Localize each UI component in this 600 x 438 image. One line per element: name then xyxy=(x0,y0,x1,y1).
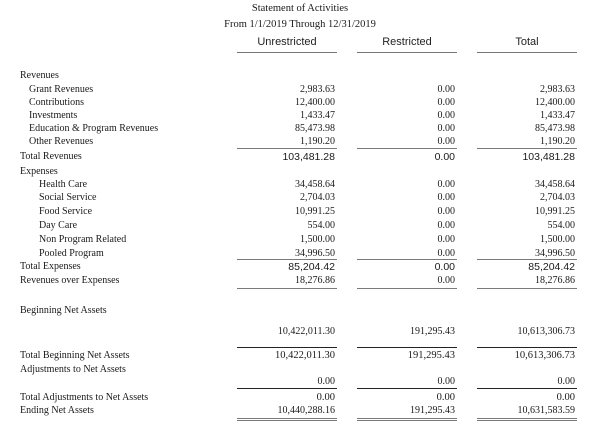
row-label: Total Revenues xyxy=(20,151,82,162)
total-expenses-row xyxy=(0,261,600,273)
value-total: 10,613,306.73 xyxy=(517,326,575,337)
subtotal-rule xyxy=(477,347,577,348)
ending-net-assets-row xyxy=(0,405,600,417)
value-unrestricted: 0.00 xyxy=(316,392,335,403)
section-heading: Revenues xyxy=(20,70,59,81)
subtotal-rule xyxy=(237,388,337,389)
table-row xyxy=(0,192,600,204)
total-rule xyxy=(357,288,457,289)
table-row xyxy=(0,220,600,232)
value-total: 10,631,583.59 xyxy=(517,405,575,416)
value-restricted: 0.00 xyxy=(437,179,455,190)
beginning-net-assets-heading-row xyxy=(0,305,600,317)
subtotal-rule xyxy=(477,148,577,149)
column-header-restricted: Restricted xyxy=(357,36,457,53)
row-label: Health Care xyxy=(39,179,88,190)
value-restricted: 0.00 xyxy=(437,97,455,108)
row-label: Day Care xyxy=(39,220,78,231)
column-header-total: Total xyxy=(477,36,577,53)
value-total: 1,190.20 xyxy=(540,136,575,147)
subtotal-rule xyxy=(477,259,577,260)
value-total: 34,458.64 xyxy=(535,179,575,190)
column-header-unrestricted: Unrestricted xyxy=(237,36,337,53)
row-label: Investments xyxy=(29,110,78,121)
total-rule xyxy=(477,288,577,289)
value-restricted: 0.00 xyxy=(437,123,455,134)
row-label: Total Adjustments to Net Assets xyxy=(20,392,149,403)
value-restricted: 0.00 xyxy=(437,234,455,245)
table-row xyxy=(0,206,600,218)
total-revenues-row xyxy=(0,151,600,163)
subtotal-rule xyxy=(357,259,457,260)
row-label: Contributions xyxy=(29,97,85,108)
value-restricted: 0.00 xyxy=(437,192,455,203)
value-total: 1,433.47 xyxy=(540,110,575,121)
value-total: 554.00 xyxy=(547,220,575,231)
revenues-heading-row xyxy=(0,70,600,82)
table-row xyxy=(0,110,600,122)
value-total: 2,704.03 xyxy=(540,192,575,203)
section-heading: Beginning Net Assets xyxy=(20,305,107,316)
value-total: 85,473.98 xyxy=(535,123,575,134)
row-label: Social Service xyxy=(39,192,97,203)
value-restricted: 0.00 xyxy=(437,206,455,217)
value-unrestricted: 2,983.63 xyxy=(300,84,335,95)
row-label: Total Expenses xyxy=(20,261,81,272)
table-row xyxy=(0,136,600,148)
table-row xyxy=(0,84,600,96)
value-restricted: 0.00 xyxy=(437,248,455,259)
total-beginning-net-assets-row xyxy=(0,350,600,362)
value-unrestricted: 1,433.47 xyxy=(300,110,335,121)
section-heading: Adjustments to Net Assets xyxy=(20,364,126,375)
subtotal-rule xyxy=(357,148,457,149)
revenues-over-expenses-row xyxy=(0,275,600,287)
double-total-rule xyxy=(357,418,457,421)
value-restricted: 0.00 xyxy=(437,110,455,121)
row-label: Non Program Related xyxy=(39,234,127,245)
row-label: Pooled Program xyxy=(39,248,104,259)
value-total: 10,991.25 xyxy=(535,206,575,217)
double-total-rule xyxy=(477,418,577,421)
value-unrestricted: 85,473.98 xyxy=(295,123,335,134)
value-unrestricted: 2,704.03 xyxy=(300,192,335,203)
row-label: Revenues over Expenses xyxy=(20,275,120,286)
value-unrestricted: 10,422,011.30 xyxy=(275,350,335,361)
adjustments-values-row xyxy=(0,376,600,388)
value-restricted: 191,295.43 xyxy=(410,405,455,416)
subtotal-rule xyxy=(237,347,337,348)
row-label: Food Service xyxy=(39,206,93,217)
value-unrestricted: 10,440,288.16 xyxy=(277,405,335,416)
total-adjustments-row xyxy=(0,392,600,404)
table-row xyxy=(0,97,600,109)
value-total: 1,500.00 xyxy=(540,234,575,245)
row-label: Total Beginning Net Assets xyxy=(20,350,130,361)
value-unrestricted: 103,481.28 xyxy=(282,151,335,163)
value-restricted: 191,295.43 xyxy=(407,350,455,361)
subtotal-rule xyxy=(357,388,457,389)
value-restricted: 0.00 xyxy=(436,392,455,403)
value-total: 34,996.50 xyxy=(535,248,575,259)
value-unrestricted: 10,422,011.30 xyxy=(277,326,335,337)
table-row xyxy=(0,234,600,246)
report-period: From 1/1/2019 Through 12/31/2019 xyxy=(224,19,376,30)
value-unrestricted: 34,458.64 xyxy=(295,179,335,190)
value-restricted: 0.00 xyxy=(437,84,455,95)
row-label: Other Revenues xyxy=(29,136,94,147)
value-restricted: 0.00 xyxy=(434,261,455,273)
value-unrestricted: 554.00 xyxy=(307,220,335,231)
value-total: 10,613,306.73 xyxy=(514,350,575,361)
beginning-net-assets-values-row xyxy=(0,326,600,338)
value-unrestricted: 85,204.42 xyxy=(288,261,335,273)
value-total: 18,276.86 xyxy=(535,275,575,286)
value-total: 2,983.63 xyxy=(540,84,575,95)
value-total: 0.00 xyxy=(556,392,575,403)
value-restricted: 0.00 xyxy=(437,136,455,147)
value-total: 103,481.28 xyxy=(522,151,575,163)
value-restricted: 0.00 xyxy=(437,275,455,286)
report-title: Statement of Activities xyxy=(251,3,349,14)
value-restricted: 0.00 xyxy=(437,376,455,387)
value-restricted: 191,295.43 xyxy=(410,326,455,337)
value-total: 12,400.00 xyxy=(535,97,575,108)
value-restricted: 0.00 xyxy=(437,220,455,231)
value-restricted: 0.00 xyxy=(434,151,455,163)
adjustments-heading-row xyxy=(0,364,600,376)
double-total-rule xyxy=(237,418,337,421)
value-unrestricted: 18,276.86 xyxy=(295,275,335,286)
row-label: Ending Net Assets xyxy=(20,405,94,416)
row-label: Grant Revenues xyxy=(29,84,94,95)
section-heading: Expenses xyxy=(20,166,58,177)
value-unrestricted: 0.00 xyxy=(317,376,335,387)
row-label: Education & Program Revenues xyxy=(29,123,159,134)
table-row xyxy=(0,179,600,191)
subtotal-rule xyxy=(357,347,457,348)
value-unrestricted: 12,400.00 xyxy=(295,97,335,108)
value-total: 0.00 xyxy=(557,376,575,387)
value-unrestricted: 34,996.50 xyxy=(295,248,335,259)
subtotal-rule xyxy=(237,148,337,149)
value-total: 85,204.42 xyxy=(528,261,575,273)
subtotal-rule xyxy=(477,388,577,389)
value-unrestricted: 1,500.00 xyxy=(300,234,335,245)
value-unrestricted: 10,991.25 xyxy=(295,206,335,217)
value-unrestricted: 1,190.20 xyxy=(300,136,335,147)
expenses-heading-row xyxy=(0,166,600,178)
subtotal-rule xyxy=(237,259,337,260)
total-rule xyxy=(237,288,337,289)
table-row xyxy=(0,123,600,135)
